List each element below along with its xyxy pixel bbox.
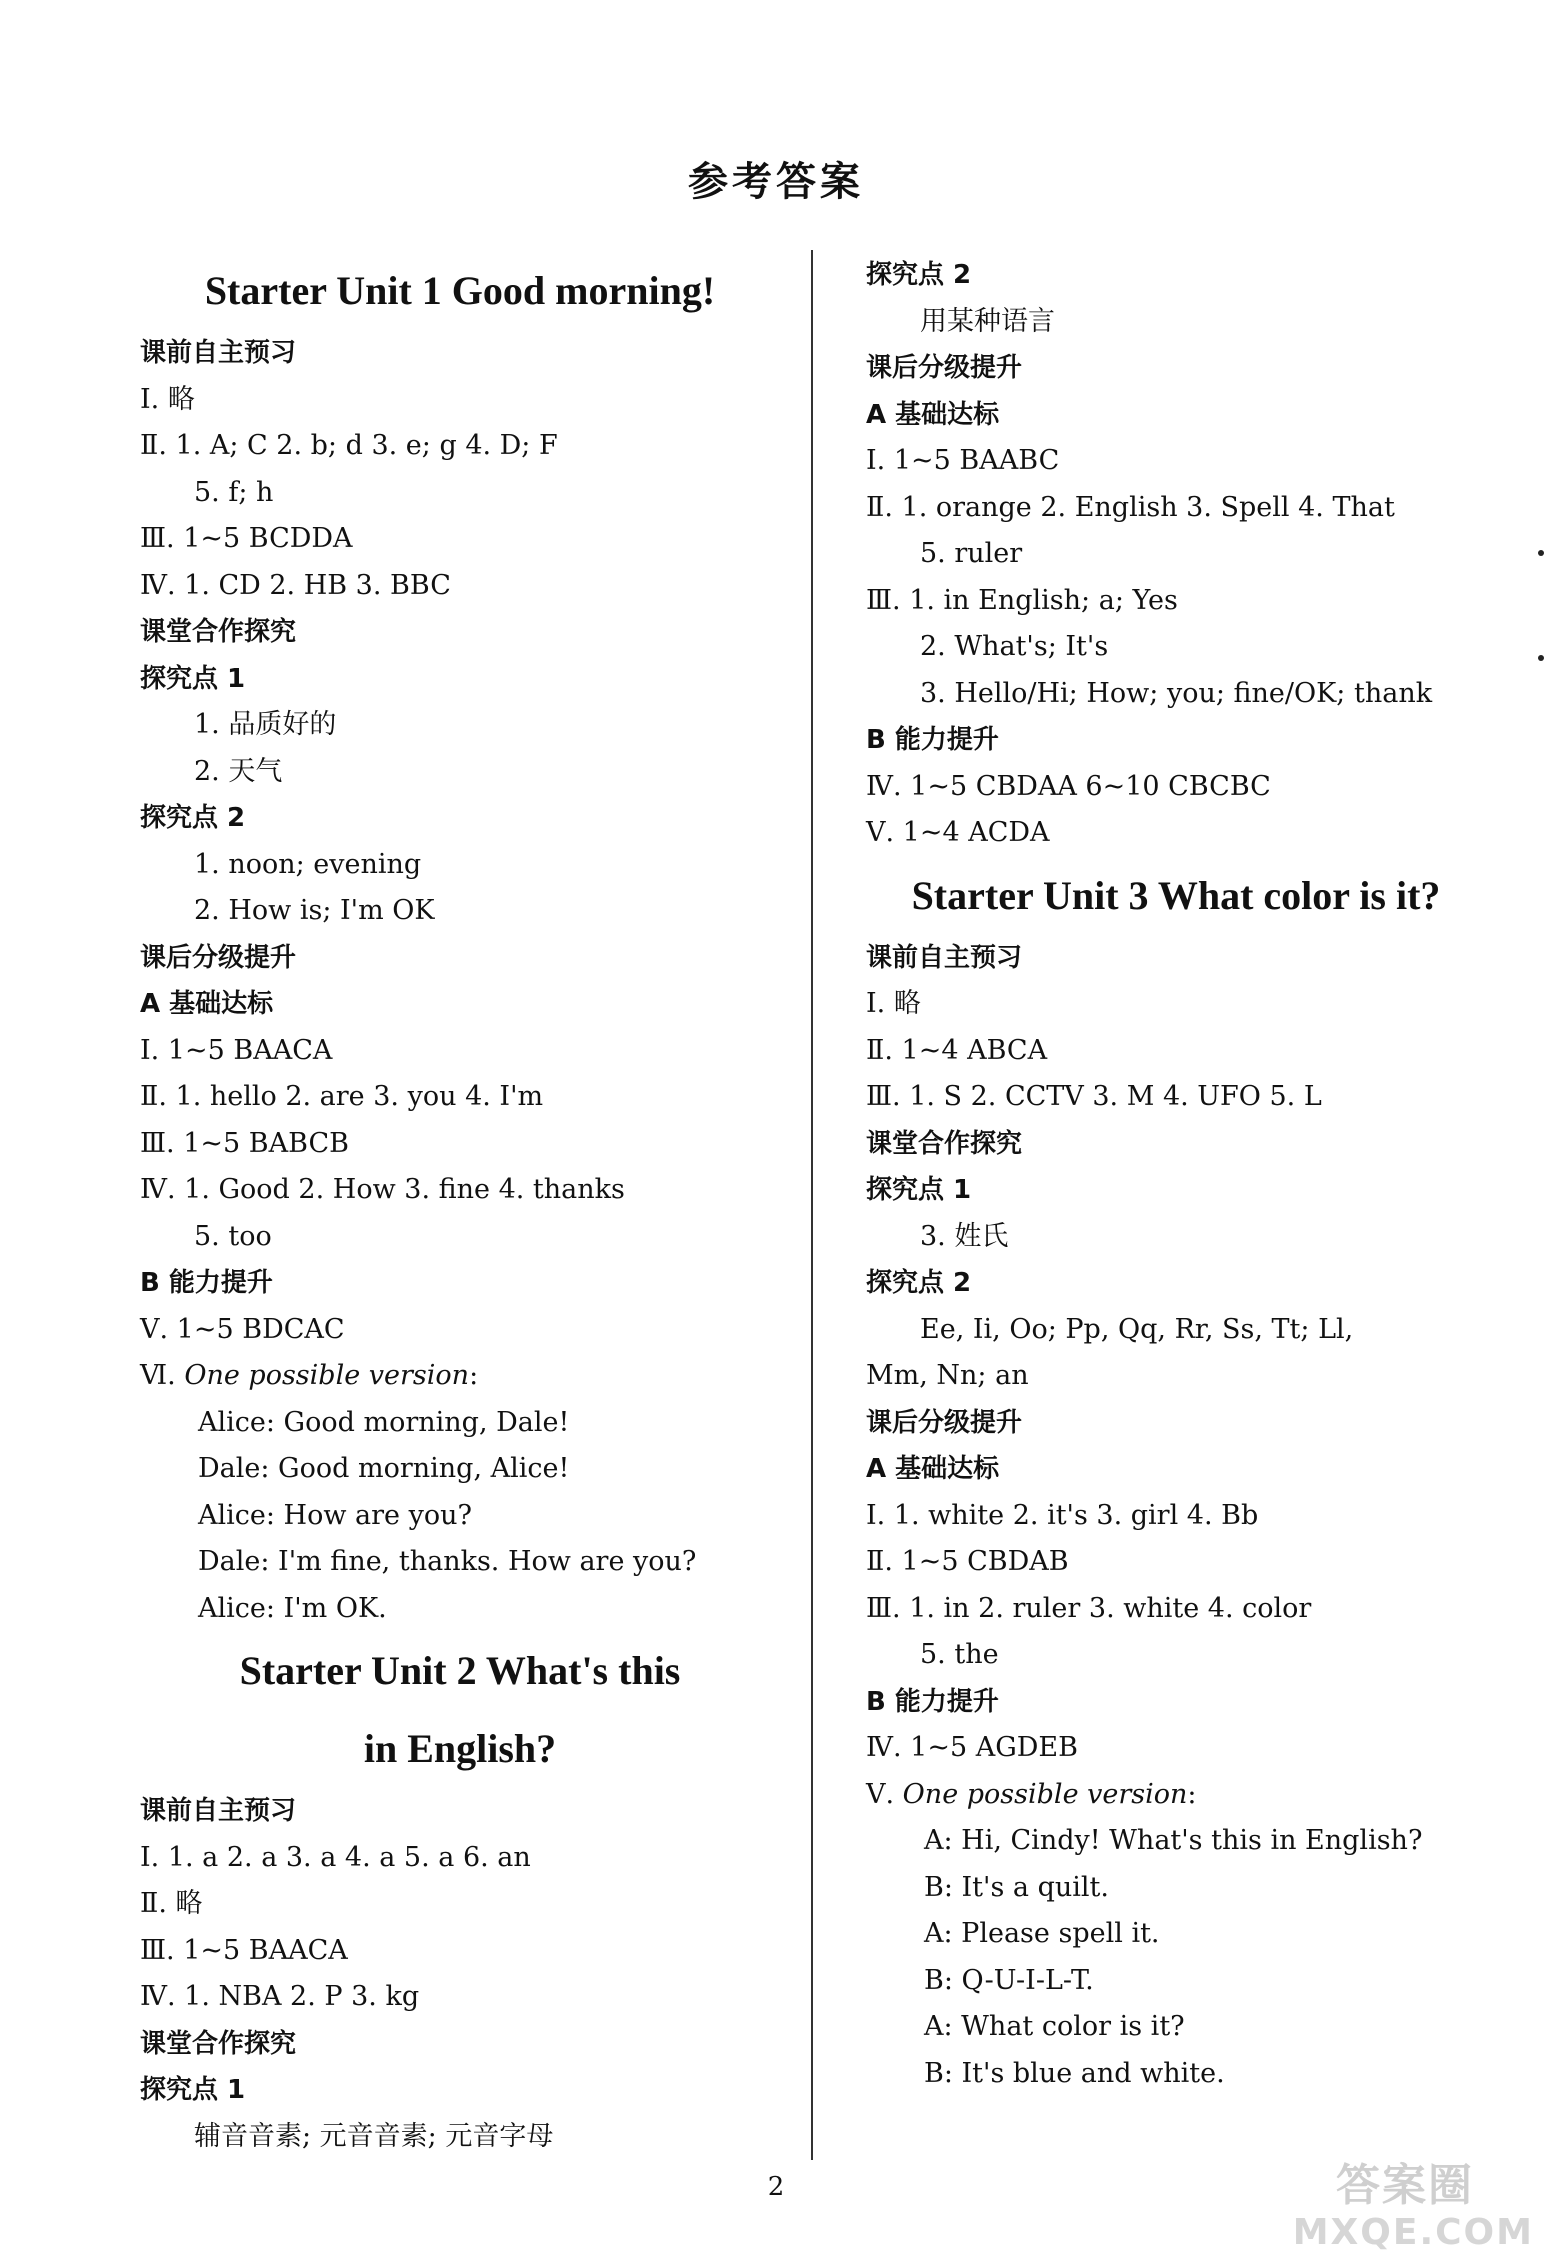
answer-line: 2. 天气	[194, 755, 283, 787]
answer-line: 5. the	[920, 1639, 999, 1670]
answer-line: Ⅰ. 1. a 2. a 3. a 4. a 5. a 6. an	[140, 1841, 531, 1873]
answer-line: Ⅱ. 1. orange 2. English 3. Spell 4. That	[866, 491, 1395, 523]
section-heading: 课堂合作探究	[866, 1128, 1023, 1159]
answer-line: Ⅱ. 1~5 CBDAB	[866, 1546, 1069, 1577]
section-heading: B 能力提升	[866, 1686, 999, 1717]
answer-line: B: It's blue and white.	[924, 2057, 1225, 2089]
answer-line: Ⅰ. 1. white 2. it's 3. girl 4. Bb	[866, 1499, 1259, 1531]
section-heading: 课后分级提升	[866, 1407, 1023, 1438]
answer-line: B: It's a quilt.	[924, 1871, 1109, 1903]
version-label: One possible version	[184, 1360, 470, 1391]
watermark	[1292, 2160, 1534, 2253]
answer-line	[866, 1772, 1486, 1819]
section-heading: B 能力提升	[140, 1268, 273, 1298]
version-label: One possible version	[902, 1778, 1188, 1810]
answer-line: 3. 姓氏	[920, 1220, 1009, 1252]
section-heading: 探究点 2	[140, 803, 246, 833]
watermark-url: MXQE.COM	[1292, 2212, 1534, 2253]
answer-line: Ⅲ. 1. S 2. CCTV 3. M 4. UFO 5. L	[866, 1081, 1322, 1112]
unit-title: in English?	[363, 1726, 557, 1771]
edge-mark	[1538, 655, 1544, 661]
unit-title: Starter Unit 2 What's this	[239, 1648, 681, 1693]
colon: :	[469, 1360, 479, 1391]
section-heading: A 基础达标	[140, 989, 274, 1019]
section-heading: 课后分级提升	[140, 942, 297, 973]
unit-title: Starter Unit 1 Good morning!	[204, 268, 716, 313]
answer-line	[140, 1353, 780, 1400]
answer-line: Dale: Good morning, Alice!	[198, 1453, 570, 1484]
section-heading: 课后分级提升	[866, 353, 1023, 383]
answer-line: 3. Hello/Hi; How; you; fine/OK; thank	[920, 677, 1433, 709]
answer-line: Dale: I'm fine, thanks. How are you?	[198, 1546, 697, 1577]
colon: :	[1187, 1778, 1197, 1810]
answer-line: Ⅳ. 1. Good 2. How 3. fine 4. thanks	[140, 1174, 625, 1205]
answer-line: Ⅳ. 1. NBA 2. P 3. kg	[140, 1981, 420, 2012]
unit-title: Starter Unit 3 What color is it?	[911, 872, 1441, 918]
section-heading: 课堂合作探究	[140, 2028, 297, 2059]
answer-line: 1. 品质好的	[194, 709, 337, 740]
answer-line: Ⅲ. 1. in English; a; Yes	[866, 584, 1178, 616]
answer-line: Ⅰ. 1~5 BAABC	[866, 445, 1060, 476]
answer-line: A: Please spell it.	[924, 1918, 1160, 1949]
section-heading: 探究点 2	[866, 1268, 972, 1298]
answer-line: Alice: How are you?	[198, 1499, 472, 1531]
answer-line: Ⅰ. 1~5 BAACA	[140, 1034, 333, 1066]
section-heading: 课堂合作探究	[140, 617, 297, 647]
right-column	[866, 252, 1486, 2097]
answer-line: Ⅱ. 1~4 ABCA	[866, 1034, 1048, 1066]
answer-line: 2. What's; It's	[920, 631, 1109, 662]
answer-line: Ⅰ. 略	[866, 988, 921, 1019]
answer-line: Ⅰ. 略	[140, 383, 195, 415]
section-heading: 探究点 1	[140, 2075, 246, 2105]
section-heading: 课前自主预习	[140, 338, 297, 368]
answer-line: B: Q-U-I-L-T.	[924, 1964, 1094, 1996]
answer-line: Ⅳ. 1~5 AGDEB	[866, 1732, 1078, 1763]
answer-line: Ⅳ. 1~5 CBDAA 6~10 CBCBC	[866, 770, 1271, 802]
column-divider	[811, 250, 813, 2160]
answer-line: 辅音音素; 元音音素; 元音字母	[194, 2120, 554, 2152]
answer-line: Ⅲ. 1~5 BCDDA	[140, 523, 353, 554]
answer-line: Alice: I'm OK.	[198, 1592, 387, 1624]
answer-line: Ⅱ. 1. hello 2. are 3. you 4. I'm	[140, 1081, 544, 1112]
answer-line: Ⅴ. 1~4 ACDA	[866, 817, 1050, 848]
edge-mark	[1538, 550, 1544, 556]
watermark-logo-text: 答案圈	[1336, 2160, 1474, 2211]
left-column	[140, 252, 780, 2160]
section-heading: 探究点 2	[866, 260, 972, 290]
section-heading: 课前自主预习	[140, 1796, 297, 1826]
answer-line: Ⅲ. 1~5 BAACA	[140, 1934, 348, 1966]
section-heading: 探究点 1	[866, 1175, 972, 1205]
answer-line: Ⅳ. 1. CD 2. HB 3. BBC	[140, 569, 451, 601]
item-number: Ⅵ.	[140, 1360, 185, 1391]
answer-line: Alice: Good morning, Dale!	[198, 1406, 570, 1438]
section-heading: B 能力提升	[866, 725, 999, 755]
answer-line: Ⅱ. 1. A; C 2. b; d 3. e; g 4. D; F	[140, 430, 558, 461]
item-number: Ⅴ.	[866, 1778, 903, 1810]
answer-line: 用某种语言	[920, 305, 1055, 337]
answer-line: 5. too	[194, 1220, 272, 1252]
answer-line: 2. How is; I'm OK	[194, 895, 435, 926]
answer-line: Ee, Ii, Oo; Pp, Qq, Rr, Ss, Tt; Ll,	[920, 1313, 1354, 1345]
answer-line: A: Hi, Cindy! What's this in English?	[924, 1825, 1423, 1856]
answer-line: Ⅲ. 1~5 BABCB	[140, 1127, 349, 1159]
section-heading: A 基础达标	[866, 399, 1000, 430]
answer-line: A: What color is it?	[924, 2011, 1185, 2042]
answer-line: Ⅱ. 略	[140, 1888, 203, 1919]
answer-line: 5. f; h	[194, 476, 274, 508]
answer-line: Ⅴ. 1~5 BDCAC	[140, 1313, 345, 1345]
section-heading: 探究点 1	[140, 663, 246, 694]
answer-line: 5. ruler	[920, 538, 1023, 569]
section-heading: 课前自主预习	[866, 942, 1023, 973]
section-heading: A 基础达标	[866, 1454, 1000, 1484]
answer-line: 1. noon; evening	[194, 848, 422, 880]
answer-line: Mm, Nn; an	[866, 1360, 1029, 1391]
page-number: 2	[767, 2172, 785, 2202]
answer-line: Ⅲ. 1. in 2. ruler 3. white 4. color	[866, 1592, 1312, 1624]
page-title: 参考答案	[688, 159, 864, 205]
